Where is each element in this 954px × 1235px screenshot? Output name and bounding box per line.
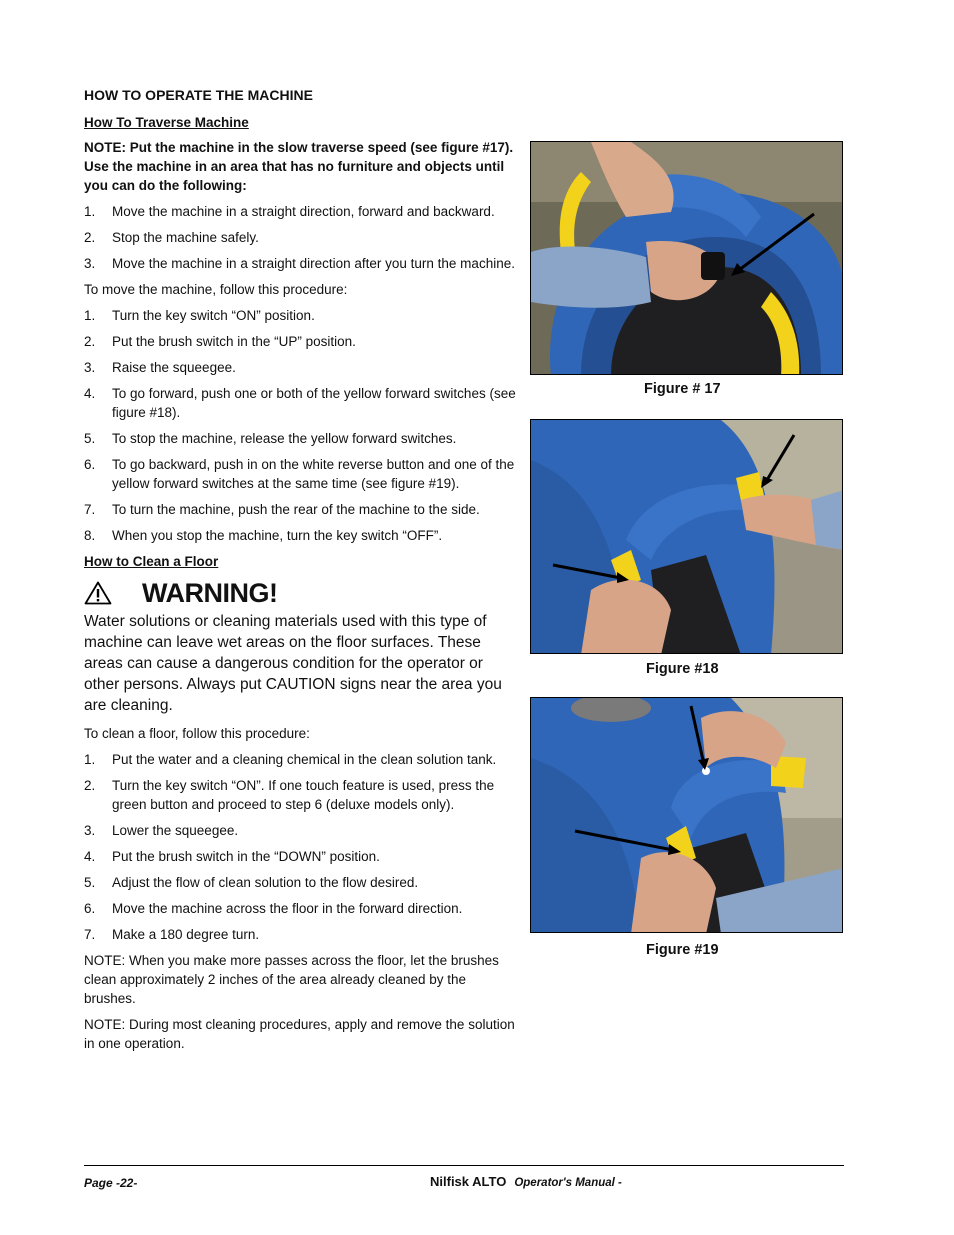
list-item: 2. Turn the key switch “ON”. If one touch feature is used, press the green button and proceed to step 6 (deluxe models only). bbox=[84, 778, 495, 812]
list-item: 6. Move the machine across the floor in the forward direction. bbox=[84, 901, 463, 916]
clean-subheading: How to Clean a Floor bbox=[84, 554, 219, 569]
list-item: 1. Move the machine in a straight direction, forward and backward. bbox=[84, 204, 495, 219]
figure-19-caption: Figure #19 bbox=[646, 942, 719, 958]
warning-text: Water solutions or cleaning materials used with this type of machine can leave wet areas on the floor surfaces. These areas can cause a dangerous condition for the operator or other persons. Always put CAUTION signs near the area you are cleaning. bbox=[84, 613, 502, 714]
footer-divider bbox=[84, 1165, 844, 1166]
traverse-steps-list bbox=[84, 306, 516, 545]
footer-brand bbox=[430, 1174, 622, 1189]
warning-triangle-icon bbox=[84, 581, 112, 605]
clean-steps-list bbox=[84, 750, 516, 944]
clean-note-1: NOTE: When you make more passes across the floor, let the brushes clean approximately 2 inches of the area already cleaned by the brushes. bbox=[84, 953, 499, 1006]
footer-page-number: Page -22- bbox=[84, 1176, 138, 1190]
clean-intro: To clean a floor, follow this procedure: bbox=[84, 726, 310, 741]
list-item: 1. Put the water and a cleaning chemical in the clean solution tank. bbox=[84, 752, 497, 767]
list-item: 5. To stop the machine, release the yellow forward switches. bbox=[84, 431, 457, 446]
list-item: 3. Raise the squeegee. bbox=[84, 360, 236, 375]
figure-18-illustration bbox=[531, 420, 843, 654]
list-item: 7. To turn the machine, push the rear of the machine to the side. bbox=[84, 502, 480, 517]
figure-18-caption: Figure #18 bbox=[646, 661, 719, 677]
footer-manual-title: Operator's Manual - bbox=[514, 1177, 622, 1189]
figure-18-photo bbox=[530, 419, 843, 654]
list-item: 3. Lower the squeegee. bbox=[84, 823, 239, 838]
footer-brand-name: Nilfisk ALTO bbox=[430, 1174, 507, 1189]
list-item: 7. Make a 180 degree turn. bbox=[84, 927, 260, 942]
list-item: 4. Put the brush switch in the “DOWN” position. bbox=[84, 849, 380, 864]
main-text-column bbox=[84, 86, 516, 1060]
section-heading: HOW TO OPERATE THE MACHINE bbox=[84, 87, 313, 103]
traverse-intro: To move the machine, follow this procedure: bbox=[84, 282, 348, 297]
list-item: 2. Stop the machine safely. bbox=[84, 230, 259, 245]
figure-17-caption: Figure # 17 bbox=[644, 381, 721, 397]
list-item: 3. Move the machine in a straight direction after you turn the machine. bbox=[84, 256, 515, 271]
warning-title: WARNING! bbox=[142, 578, 278, 608]
list-item: 6. To go backward, push in on the white reverse button and one of the yellow forward switches at the same time (see figure #19). bbox=[84, 457, 515, 491]
list-item: 5. Adjust the flow of clean solution to the flow desired. bbox=[84, 875, 419, 890]
list-item: 2. Put the brush switch in the “UP” position. bbox=[84, 334, 356, 349]
traverse-note: NOTE: Put the machine in the slow traverse speed (see figure #17). Use the machine in an area that has no furniture and objects until you can do the following: bbox=[84, 140, 514, 193]
clean-note-2: NOTE: During most cleaning procedures, apply and remove the solution in one operation. bbox=[84, 1017, 515, 1051]
figure-17-photo bbox=[530, 141, 843, 375]
figure-19-photo bbox=[530, 697, 843, 933]
warning-header bbox=[84, 577, 516, 609]
list-item: 8. When you stop the machine, turn the key switch “OFF”. bbox=[84, 528, 443, 543]
list-item: 1. Turn the key switch “ON” position. bbox=[84, 308, 315, 323]
traverse-subheading: How To Traverse Machine bbox=[84, 115, 249, 130]
figure-19-illustration bbox=[531, 698, 843, 933]
list-item: 4. To go forward, push one or both of the yellow forward switches (see figure #18). bbox=[84, 386, 516, 420]
figure-17-illustration bbox=[531, 142, 843, 375]
practice-steps-list bbox=[84, 202, 516, 273]
